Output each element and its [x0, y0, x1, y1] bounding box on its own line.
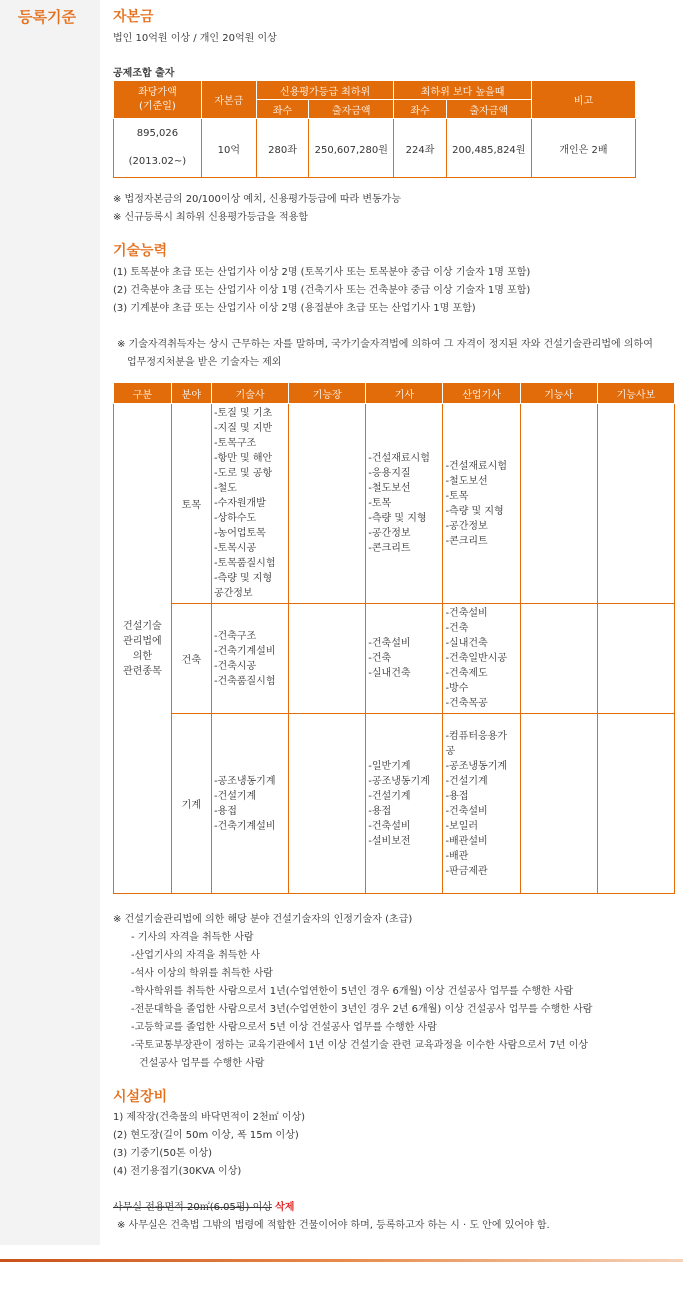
list-item: 공	[445, 745, 456, 757]
cell-field-arch: 건축	[171, 604, 211, 714]
list-item: -공간정보	[445, 520, 488, 532]
th-industrial: 산업기사	[443, 383, 520, 404]
side-title: 등록기준	[18, 8, 76, 26]
list-item: -측량 및 지형	[445, 505, 504, 517]
list-item: -토목	[445, 490, 469, 502]
capital-subtitle: 공제조합 출자	[113, 68, 175, 79]
list-item: -수자원개발	[213, 498, 266, 509]
list-item: -건축설비	[445, 805, 488, 817]
cell-mech-craftsman	[520, 714, 597, 894]
recog-8: 건설공사 업무를 수행한 사람	[139, 1058, 265, 1069]
list-item: -공조냉동기계	[445, 760, 508, 772]
cell-arch-industrial	[443, 604, 520, 714]
cell-amount1: 250,607,280원	[309, 119, 394, 178]
list-item: -건축품질시험	[213, 675, 276, 687]
recog-6: -고등학교를 졸업한 사람으로서 5년 이상 건설공사 업무를 수행한 사람	[131, 1022, 437, 1033]
list-item: -건축일반시공	[445, 653, 508, 664]
capital-title: 자본금	[113, 9, 154, 25]
th-category: 구분	[114, 383, 172, 404]
cell-capital: 10억	[201, 119, 256, 178]
recog-2: -산업기사의 자격을 취득한 사	[131, 950, 261, 961]
office-note: ※ 사무실은 건축법 그밖의 법령에 적합한 건물이어야 하며, 등록하고자 하는 시 · 도 안에 있어야 함.	[117, 1220, 550, 1231]
th-group1: 신용평가등급 최하위	[256, 81, 394, 100]
recog-title: ※ 건설기술관리법에 의한 해당 분야 건설기술자의 인정기술자 (초급)	[113, 914, 413, 925]
list-item: -공조냉동기계	[368, 775, 430, 787]
recog-4: -학사학위를 취득한 사람으로서 1년(수업연한이 5년인 경우 6개월) 이상 건설공사 업무를 수행한 사람	[131, 986, 574, 997]
list-item: -철도	[213, 483, 237, 494]
list-item: -건설재료시험	[445, 460, 508, 472]
cell-arch-engineer	[211, 604, 288, 714]
th-craftsman: 기능사	[520, 383, 597, 404]
facility-item-2: (2) 현도장(길이 50m 이상, 폭 15m 이상)	[113, 1130, 299, 1141]
cell-civil-assistant	[597, 404, 674, 604]
list-item: 공간정보	[213, 588, 253, 599]
cell-arch-master	[289, 604, 366, 714]
capital-note-1: ※ 법정자본금의 20/100이상 예치, 신용평가등급에 따라 변동가능	[113, 194, 401, 205]
list-item: -건설기계	[213, 790, 257, 802]
tech-item-3: (3) 기계분야 초급 또는 산업기사 이상 2명 (용접분야 초급 또는 산업기사 1명 포함)	[113, 303, 476, 314]
tech-item-1: (1) 토목분야 초급 또는 산업기사 이상 2명 (토목기사 또는 토목분야 중급 이상 기술자 1명 포함)	[113, 267, 531, 278]
list-item: -지질 및 지반	[213, 423, 273, 434]
list-item: -건설기계	[445, 775, 488, 787]
recog-3: -석사 이상의 학위를 취득한 사람	[131, 968, 273, 979]
list-item: -콘크리트	[445, 535, 488, 547]
list-item: -건설재료시험	[368, 453, 430, 464]
list-item: -토질 및 기초	[213, 408, 273, 419]
cell-arch-assistant	[597, 604, 674, 714]
tech-note-2: 업무정지처분을 받은 기술자는 제외	[127, 357, 282, 368]
facility-item-4: (4) 전기용접기(30KVA 이상)	[113, 1166, 242, 1177]
list-item: -공조냉동기계	[213, 775, 276, 787]
cell-price: 895,026 (2013.02~)	[114, 119, 202, 178]
cell-field-civil: 토목	[171, 404, 211, 604]
cell-mech-engineer	[211, 714, 288, 894]
list-item: -판금제관	[445, 865, 488, 877]
list-item: -공간정보	[368, 528, 411, 539]
list-item: -항만 및 해안	[213, 453, 273, 464]
cell-seats1: 280좌	[256, 119, 308, 178]
list-item: -상하수도	[213, 513, 257, 524]
th-assistant: 기능사보	[597, 383, 674, 404]
list-item: -콘크리트	[368, 543, 411, 554]
list-item: -측량 및 지형	[368, 513, 427, 524]
list-item: -일반기계	[368, 760, 411, 772]
list-item: -농어업토목	[213, 528, 266, 539]
list-item: -컴퓨터응용가	[445, 730, 508, 742]
cell-arch-gisa	[366, 604, 443, 714]
list-item: -건축설비	[368, 820, 411, 832]
cell-mech-industrial	[443, 714, 520, 894]
list-item: -설비보전	[368, 835, 411, 847]
list-item: -건축	[368, 653, 392, 664]
facility-item-3: (3) 기중기(50톤 이상)	[113, 1148, 213, 1159]
office-struck: 사무실 전용면적 20㎡(6.05평) 이상	[113, 1202, 272, 1213]
list-item: -건축기계설비	[213, 645, 276, 657]
th-price: 좌당가액 (기준일)	[114, 81, 202, 119]
th-seats1: 좌수	[256, 100, 308, 119]
capital-desc: 법인 10억원 이상 / 개인 20억원 이상	[113, 33, 277, 44]
cell-seats2: 224좌	[394, 119, 446, 178]
list-item: -건설기계	[368, 790, 411, 802]
list-item: -방수	[445, 683, 469, 694]
list-item: -실내건축	[368, 668, 411, 679]
capital-note-2: ※ 신규등록시 최하위 신용평가등급을 적용함	[113, 212, 308, 223]
cell-civil-craftsman	[520, 404, 597, 604]
cell-arch-craftsman	[520, 604, 597, 714]
list-item: -도로 및 공항	[213, 468, 273, 479]
cell-civil-master	[289, 404, 366, 604]
list-item: -실내건축	[445, 638, 488, 649]
cell-mech-assistant	[597, 714, 674, 894]
list-item: -철도보선	[368, 483, 411, 494]
list-item: -용접	[368, 805, 392, 817]
tech-item-2: (2) 건축분야 초급 또는 산업기사 이상 1명 (건축기사 또는 건축분야 중급 이상 기술자 1명 포함)	[113, 285, 531, 296]
list-item: -토목	[368, 498, 392, 509]
list-item: -철도보선	[445, 475, 488, 487]
recog-7: -국토교통부장관이 정하는 교육기관에서 1년 이상 건설기술 관련 교육과정을 이수한 사람으로서 7년 이상	[131, 1040, 589, 1051]
tech-note-1: ※ 기술자격취득자는 상시 근무하는 자를 말하며, 국가기술자격법에 의하여 그 자격이 정지된 자와 건설기술관리법에 의하여	[117, 339, 653, 350]
th-engineer: 기술사	[211, 383, 288, 404]
tech-title: 기술능력	[113, 243, 168, 259]
list-item: -보일러	[445, 820, 479, 832]
list-item: -건축구조	[213, 630, 257, 642]
th-master: 기능장	[289, 383, 366, 404]
office-line	[113, 1198, 294, 1213]
list-item: -건축설비	[368, 638, 411, 649]
list-item: -응용지질	[368, 468, 411, 479]
cell-civil-gisa	[366, 404, 443, 604]
list-item: -건축기계설비	[213, 820, 276, 832]
th-amount2: 출자금액	[446, 100, 531, 119]
list-item: -건축시공	[213, 660, 257, 672]
list-item: -배관설비	[445, 835, 488, 847]
tech-table	[113, 382, 675, 894]
list-item: -토목시공	[213, 543, 257, 554]
recog-5: -전문대학을 졸업한 사람으로서 3년(수업연한이 3년인 경우 2년 6개월) 이상 건설공사 업무를 수행한 사람	[131, 1004, 593, 1015]
cell-category: 건설기술 관리법에 의한 관련종목	[114, 404, 172, 894]
th-group2: 최하위 보다 높을때	[394, 81, 532, 100]
list-item: -측량 및 지형	[213, 573, 273, 584]
th-amount1: 출자금액	[309, 100, 394, 119]
office-deleted: 삭제	[275, 1202, 295, 1213]
cell-civil-industrial	[443, 404, 520, 604]
list-item: -토목구조	[213, 438, 257, 449]
list-item: -건축제도	[445, 668, 488, 679]
list-item: -용접	[445, 790, 469, 802]
list-item: -건축설비	[445, 608, 488, 619]
facility-item-1: 1) 제작장(건축물의 바닥면적이 2천㎡ 이상)	[113, 1112, 306, 1123]
cell-amount2: 200,485,824원	[446, 119, 531, 178]
list-item: -건축목공	[445, 698, 488, 709]
list-item: -배관	[445, 850, 469, 862]
th-seats2: 좌수	[394, 100, 446, 119]
recog-1: - 기사의 자격을 취득한 사람	[131, 932, 254, 943]
list-item: -용접	[213, 805, 237, 817]
cell-mech-gisa	[366, 714, 443, 894]
list-item: -건축	[445, 623, 469, 634]
th-capital: 자본금	[201, 81, 256, 119]
capital-table	[113, 80, 636, 178]
th-field: 분야	[171, 383, 211, 404]
th-note: 비고	[531, 81, 635, 119]
cell-civil-engineer	[211, 404, 288, 604]
list-item: -토목품질시험	[213, 558, 276, 569]
cell-note: 개인은 2배	[531, 119, 635, 178]
facility-title: 시설장비	[113, 1089, 168, 1105]
th-gisa: 기사	[366, 383, 443, 404]
cell-mech-master	[289, 714, 366, 894]
side-panel	[0, 0, 100, 1245]
cell-field-mech: 기계	[171, 714, 211, 894]
bottom-divider	[0, 1259, 683, 1262]
